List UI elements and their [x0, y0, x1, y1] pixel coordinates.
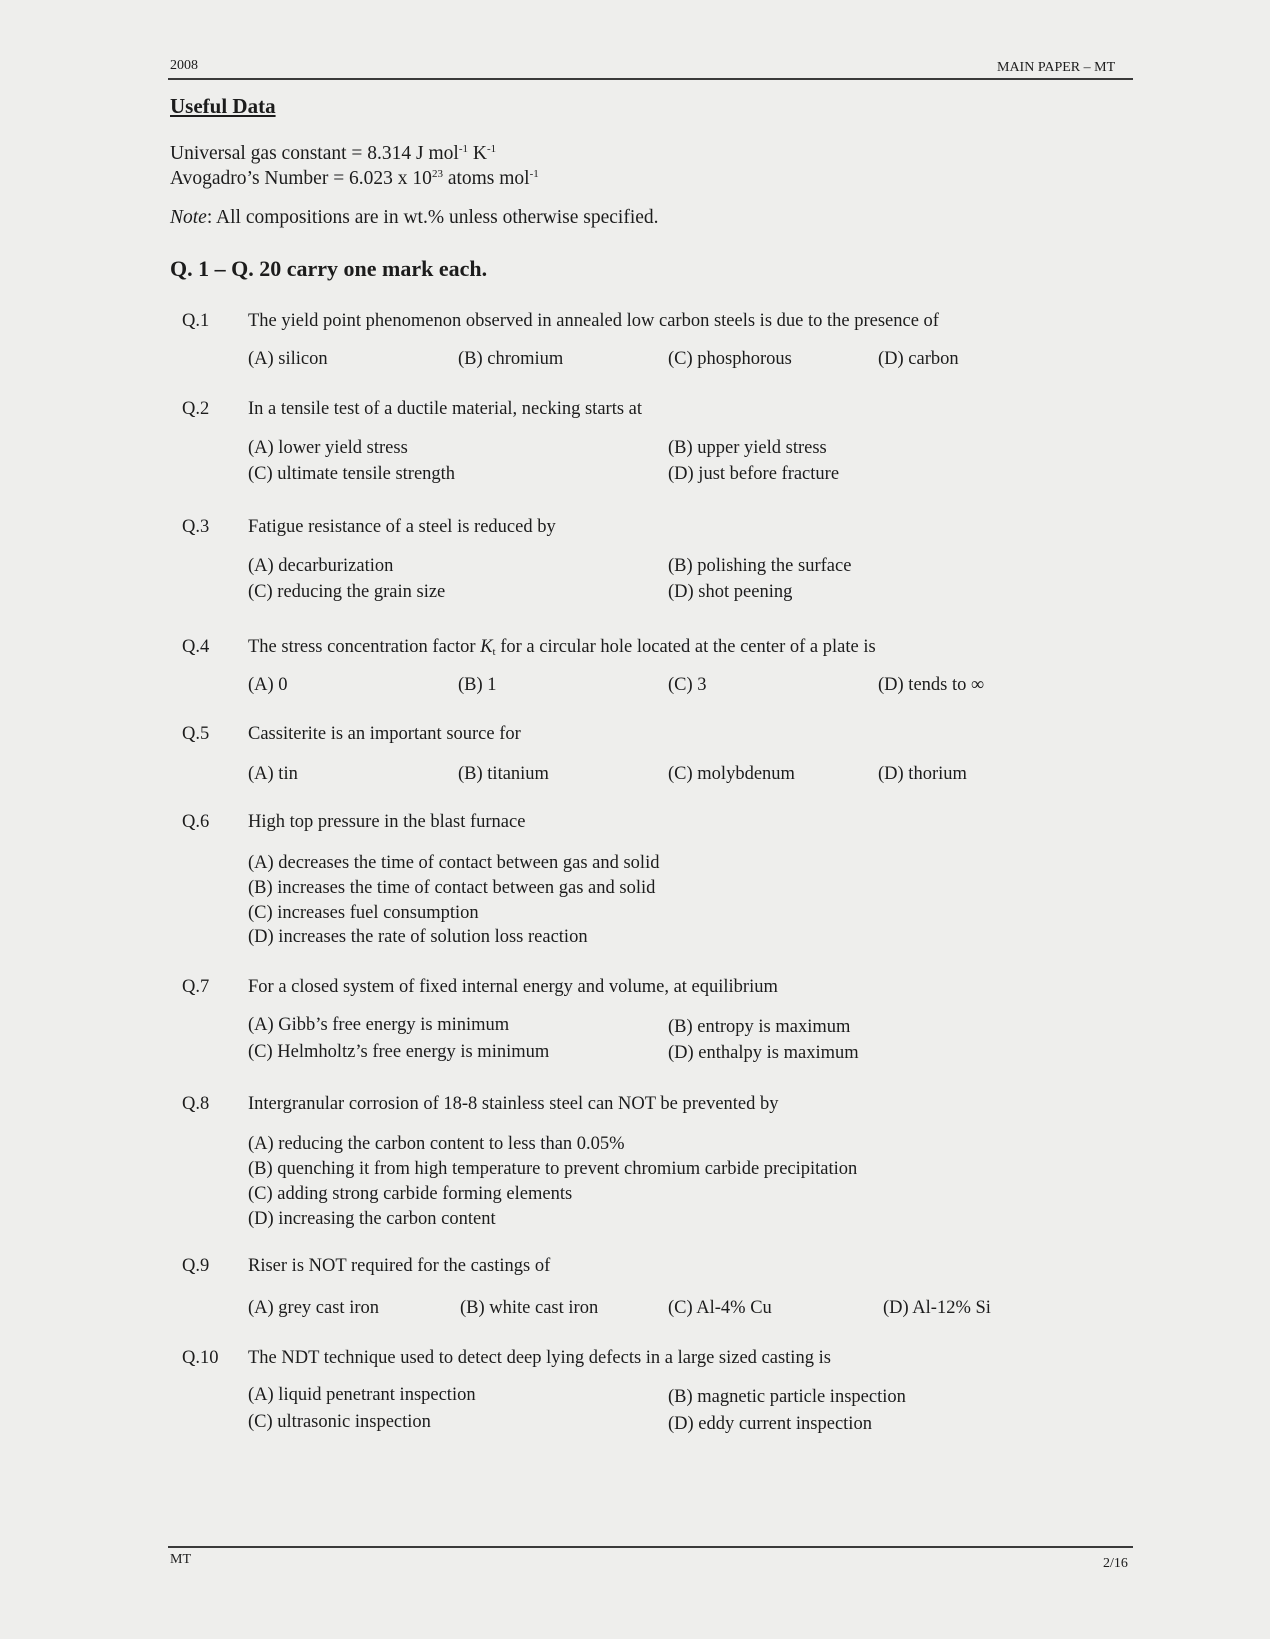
option-c: (C) 3	[668, 675, 707, 695]
question-text: For a closed system of fixed internal energy and volume, at equilibrium	[248, 977, 778, 997]
question-text: The NDT technique used to detect deep lying defects in a large sized casting is	[248, 1348, 831, 1368]
option-b: (B) upper yield stress	[668, 438, 827, 458]
question-text: Cassiterite is an important source for	[248, 724, 521, 744]
question-number: Q.8	[182, 1094, 210, 1114]
question-text-after: for a circular hole located at the center of a plate is	[495, 637, 876, 657]
option-d: (D) thorium	[878, 764, 967, 784]
avogadro-exp: 23	[431, 168, 443, 180]
option-c: (C) phosphorous	[668, 349, 792, 369]
question-number: Q.10	[182, 1348, 219, 1368]
gas-constant-exp1: -1	[458, 143, 469, 155]
note-label: Note	[170, 207, 207, 228]
question-number: Q.5	[182, 724, 210, 744]
option-a: (A) 0	[248, 675, 288, 695]
question-text-var: K	[480, 637, 493, 657]
option-d: (D) increasing the carbon content	[248, 1209, 496, 1229]
option-d: (D) carbon	[878, 349, 959, 369]
option-b: (B) magnetic particle inspection	[668, 1387, 906, 1407]
option-a: (A) decreases the time of contact between gas and solid	[248, 853, 660, 873]
footer-code: MT	[170, 1552, 191, 1567]
question-text	[248, 637, 876, 658]
option-c: (C) molybdenum	[668, 764, 795, 784]
option-d: (D) just before fracture	[668, 464, 840, 484]
option-c: (C) adding strong carbide forming elements	[248, 1184, 573, 1204]
option-c: (C) ultrasonic inspection	[248, 1412, 431, 1432]
footer-page-number: 2/16	[1103, 1556, 1128, 1571]
option-c: (C) Helmholtz’s free energy is minimum	[248, 1042, 550, 1062]
option-c: (C) reducing the grain size	[248, 582, 446, 602]
header-year: 2008	[170, 58, 198, 73]
option-d: (D) Al-12% Si	[883, 1298, 991, 1318]
question-text: Intergranular corrosion of 18-8 stainless steel can NOT be prevented by	[248, 1094, 779, 1114]
note-line	[170, 207, 659, 229]
option-a: (A) lower yield stress	[248, 438, 408, 458]
gas-constant-exp2: -1	[486, 143, 497, 155]
gas-constant-line	[170, 143, 496, 165]
footer-rule	[168, 1546, 1133, 1548]
option-c: (C) Al-4% Cu	[668, 1298, 772, 1318]
question-number: Q.1	[182, 311, 210, 331]
question-text: High top pressure in the blast furnace	[248, 812, 526, 832]
option-b: (B) titanium	[458, 764, 549, 784]
option-a: (A) tin	[248, 764, 298, 784]
header-paper: MAIN PAPER – MT	[997, 60, 1116, 75]
avogadro-unit: atoms mol	[442, 168, 530, 189]
question-number: Q.7	[182, 977, 210, 997]
option-a: (A) liquid penetrant inspection	[248, 1385, 476, 1405]
option-c: (C) increases fuel consumption	[248, 903, 479, 923]
option-d: (D) eddy current inspection	[668, 1414, 872, 1434]
section-title: Q. 1 – Q. 20 carry one mark each.	[170, 256, 488, 281]
option-b: (B) quenching it from high temperature to prevent chromium carbide precipitation	[248, 1159, 858, 1179]
option-a: (A) Gibb’s free energy is minimum	[248, 1015, 510, 1035]
gas-constant-unit2: K	[468, 143, 487, 164]
question-text: The yield point phenomenon observed in annealed low carbon steels is due to the presence of	[248, 311, 939, 331]
question-text: Riser is NOT required for the castings of	[248, 1256, 551, 1276]
question-number: Q.4	[182, 637, 210, 657]
avogadro-line	[170, 168, 539, 190]
option-a: (A) grey cast iron	[248, 1298, 379, 1318]
option-a: (A) reducing the carbon content to less than 0.05%	[248, 1134, 625, 1154]
question-text: In a tensile test of a ductile material, necking starts at	[248, 399, 643, 419]
question-text-before: The stress concentration factor	[248, 637, 481, 657]
question-text-sub: t	[492, 646, 496, 658]
option-c: (C) ultimate tensile strength	[248, 464, 456, 484]
option-a: (A) silicon	[248, 349, 328, 369]
option-d: (D) enthalpy is maximum	[668, 1043, 859, 1063]
option-b: (B) increases the time of contact between gas and solid	[248, 878, 656, 898]
option-b: (B) chromium	[458, 349, 564, 369]
question-text: Fatigue resistance of a steel is reduced by	[248, 517, 556, 537]
question-number: Q.9	[182, 1256, 210, 1276]
question-number: Q.6	[182, 812, 210, 832]
option-b: (B) polishing the surface	[668, 556, 852, 576]
useful-data-heading: Useful Data	[170, 94, 276, 118]
option-d: (D) tends to ∞	[878, 675, 985, 695]
header-rule	[168, 78, 1133, 80]
avogadro-prefix: Avogadro’s Number = 6.023 x 10	[170, 168, 432, 189]
option-a: (A) decarburization	[248, 556, 394, 576]
question-number: Q.3	[182, 517, 210, 537]
question-number: Q.2	[182, 399, 210, 419]
option-b: (B) entropy is maximum	[668, 1017, 851, 1037]
option-b: (B) white cast iron	[460, 1298, 599, 1318]
gas-constant-prefix: Universal gas constant = 8.314 J mol	[170, 143, 459, 164]
avogadro-unit-exp: -1	[529, 168, 539, 180]
note-text: : All compositions are in wt.% unless otherwise specified.	[206, 207, 659, 228]
option-b: (B) 1	[458, 675, 497, 695]
option-d: (D) increases the rate of solution loss reaction	[248, 927, 588, 947]
option-d: (D) shot peening	[668, 582, 793, 602]
